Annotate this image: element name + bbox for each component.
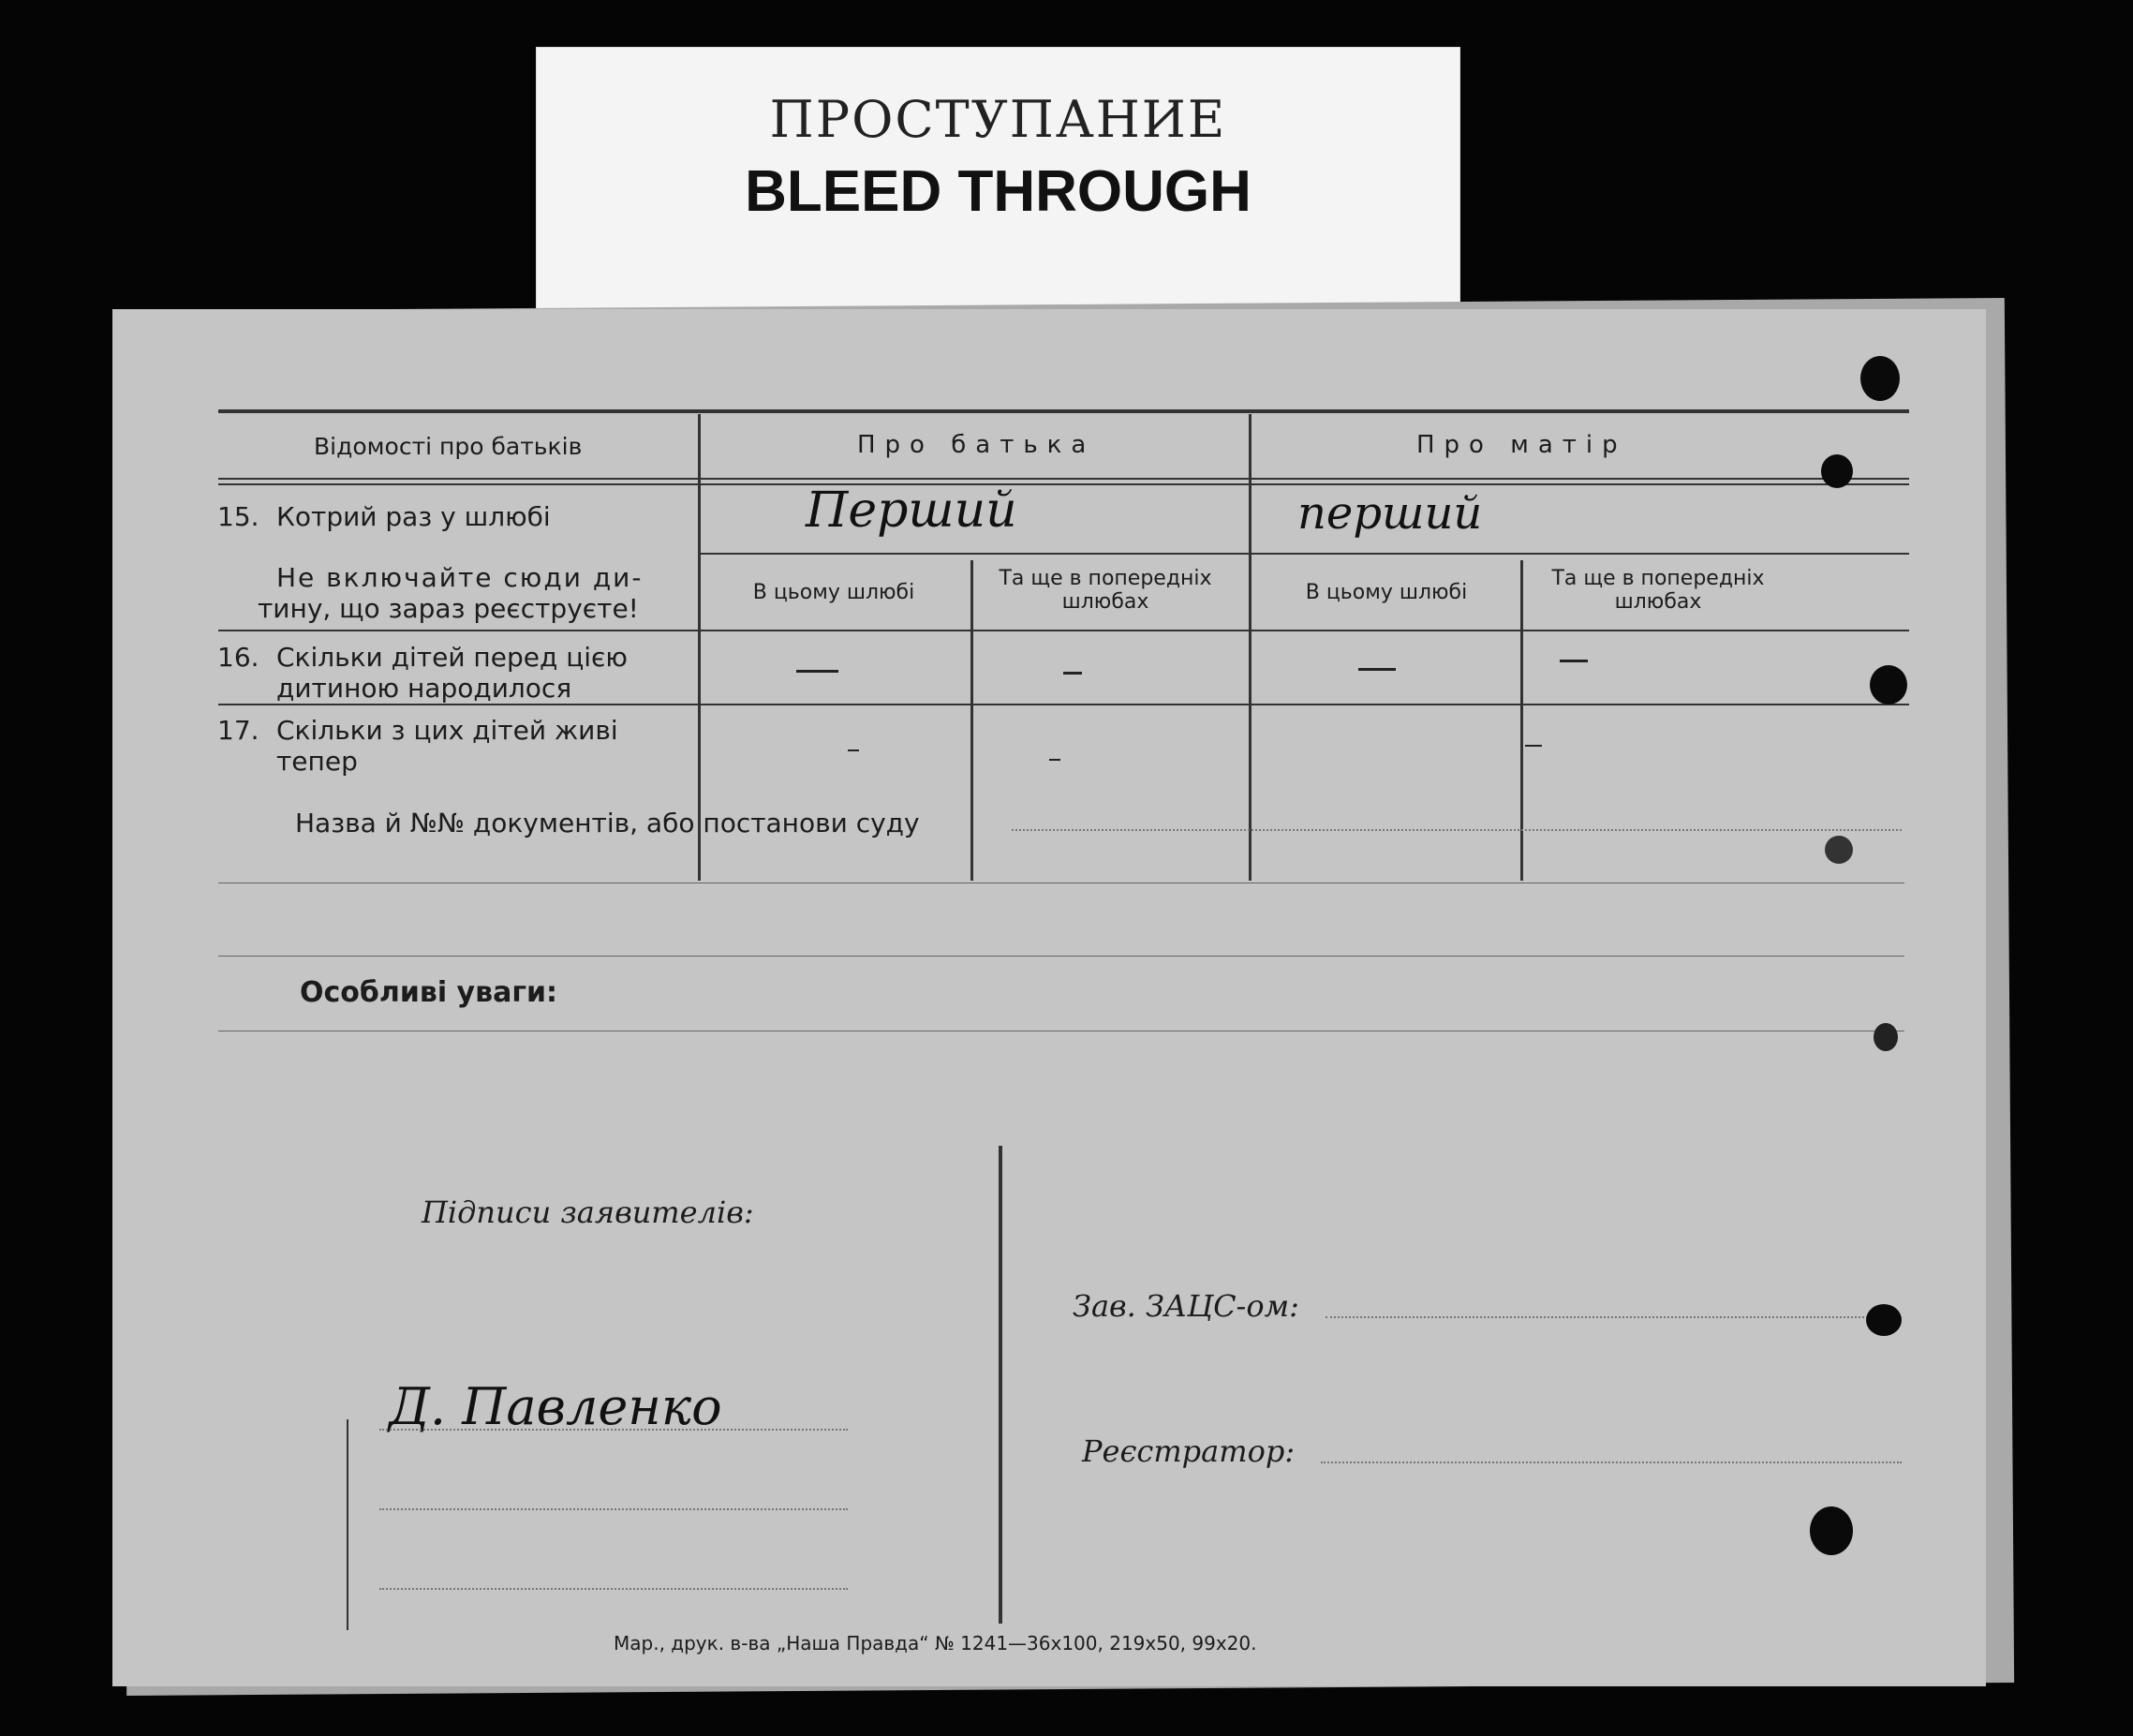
registrar-dotted-line: [1321, 1462, 1902, 1463]
row-rule-3: [218, 704, 1909, 705]
head-registry-label: Зав. ЗАЦС-ом:: [1073, 1288, 1299, 1324]
row-rule-2: [218, 630, 1909, 631]
note-line-1: Не включайте сюди ди-: [276, 562, 644, 593]
signature-section-divider: [999, 1146, 1002, 1624]
col-divider-2: [1249, 414, 1252, 881]
row17-line-1: Скільки з цих дітей живі: [276, 715, 618, 746]
row16-line-2: дитиною народилося: [276, 673, 572, 704]
documents-line-3: [218, 956, 1904, 957]
row17-dash-1: [848, 749, 859, 751]
row15-father-handwritten: Перший: [806, 482, 1017, 539]
label-english: BLEED THROUGH: [745, 159, 1252, 224]
punch-hole-7: [1810, 1506, 1853, 1555]
col-divider-4: [1520, 560, 1523, 881]
row15-number: 15.: [217, 501, 259, 532]
punch-hole-5: [1874, 1023, 1898, 1051]
documents-label: Назва й №№ документів, або постанови суду: [295, 808, 920, 838]
father-sub-rule: [701, 553, 1909, 555]
punch-hole-3: [1870, 665, 1907, 705]
sub-mother-this-marriage: В цьому шлюбі: [1305, 581, 1468, 604]
header-mother: Про матір: [1416, 431, 1627, 459]
signature-dotted-line-2: [379, 1508, 848, 1510]
signature-dotted-line-1: [379, 1429, 848, 1431]
punch-hole-4: [1825, 836, 1853, 864]
row15-mother-handwritten: перший: [1297, 487, 1483, 540]
note-line-2: тину, що зараз реєструєте!: [258, 593, 639, 624]
printer-imprint: Мар., друк. в-ва „Наша Правда“ № 1241—36х100, 219х50, 99х20.: [614, 1632, 1257, 1654]
signatures-label: Підписи заявителів:: [422, 1194, 754, 1230]
row17-line-2: тепер: [276, 746, 358, 777]
signature-dotted-line-3: [379, 1588, 848, 1590]
header-bottom-rule-2: [218, 483, 1909, 485]
header-parents-info: Відомості про батьків: [314, 433, 583, 460]
row16-dash-2: [1063, 672, 1082, 675]
table-top-rule: [218, 409, 1909, 413]
documents-dotted-line: [1012, 829, 1902, 831]
row16-dash-4: [1560, 660, 1588, 662]
punch-hole-1: [1860, 356, 1900, 401]
row15-label: Котрий раз у шлюбі: [276, 501, 551, 532]
punch-hole-2: [1821, 454, 1853, 488]
col-divider-3: [970, 560, 973, 881]
row17-number: 17.: [217, 715, 259, 746]
applicant-signature: Д. Павленко: [389, 1377, 722, 1436]
row17-dash-2: [1049, 759, 1060, 761]
head-registry-dotted-line: [1326, 1316, 1902, 1318]
row16-number: 16.: [217, 642, 259, 673]
row16-dash-3: [1358, 668, 1396, 671]
label-russian: ПРОСТУПАНИЕ: [769, 90, 1227, 149]
header-bottom-rule: [218, 478, 1909, 480]
row16-dash-1: [796, 670, 838, 673]
sub-father-this-marriage: В цьому шлюбі: [752, 581, 915, 604]
sub-father-previous: Та ще в попередніх шлюбах: [999, 567, 1212, 614]
sub-mother-previous: Та ще в попередніх шлюбах: [1551, 567, 1765, 614]
header-father: Про батька: [857, 431, 1096, 459]
row16-line-1: Скільки дітей перед цією: [276, 642, 628, 673]
signature-bracket: [347, 1419, 348, 1630]
bleed-through-label-card: [536, 47, 1460, 309]
document-page: [112, 309, 1986, 1686]
row17-dash-3: [1525, 745, 1542, 747]
registrar-label: Реєстратор:: [1082, 1433, 1296, 1469]
punch-hole-6: [1866, 1304, 1902, 1336]
remarks-label: Особливі уваги:: [300, 976, 558, 1009]
